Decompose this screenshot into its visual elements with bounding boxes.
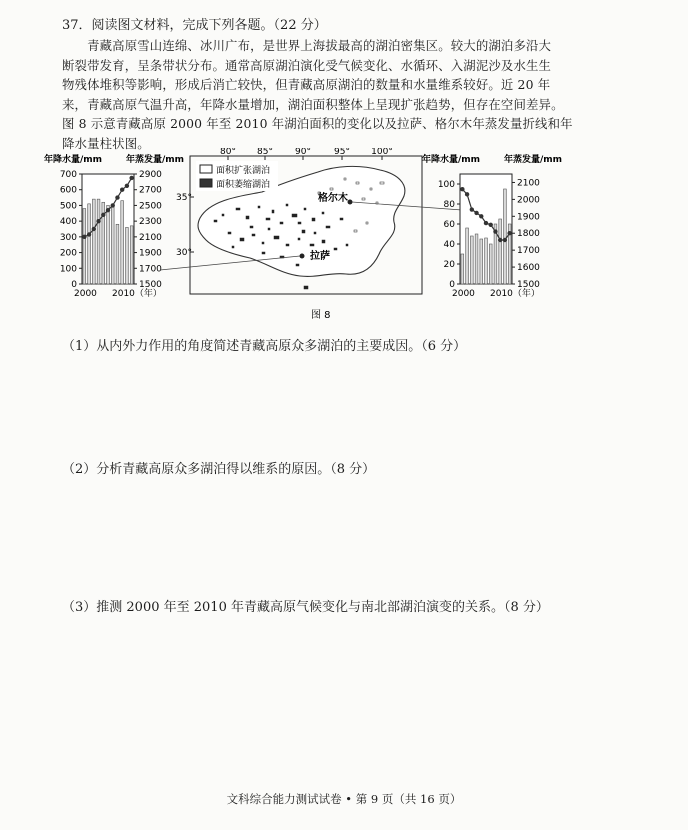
evaporation-point — [82, 235, 86, 239]
evaporation-point — [115, 195, 119, 199]
figure-8 — [0, 148, 688, 328]
precipitation-bar — [470, 236, 473, 284]
paragraph-line: 断裂带发育，呈条带状分布。通常高原湖泊演化受气候变化、水循环、入湖泥沙及水生生 — [62, 57, 552, 73]
page-footer: 文科综合能力测试试卷 • 第 9 页（共 16 页） — [226, 792, 462, 806]
shrinking-lake — [214, 220, 217, 222]
right-tick-label: 1700 — [139, 264, 162, 275]
evaporation-point — [507, 231, 511, 235]
shrinking-lake — [334, 248, 337, 250]
evaporation-point — [111, 203, 115, 207]
right-tick-label: 1900 — [517, 212, 540, 223]
precipitation-bar — [88, 204, 91, 284]
precipitation-bar — [461, 254, 464, 284]
expanding-lake — [330, 188, 333, 190]
lhasa-chart — [44, 153, 184, 299]
shrinking-lake — [312, 218, 315, 221]
shrinking-lake — [262, 242, 264, 244]
sub-question-2: （2）分析青藏高原众多湖泊得以维系的原因。（8 分） — [62, 462, 376, 477]
shrinking-lake — [262, 252, 265, 254]
shrinking-lake — [322, 212, 324, 214]
evaporation-point — [129, 176, 133, 180]
evaporation-point — [87, 232, 91, 236]
shrinking-lake — [252, 234, 255, 236]
evaporation-point — [92, 227, 96, 231]
shrinking-lake — [286, 244, 289, 246]
shrinking-lake — [236, 208, 240, 210]
golmud-chart — [422, 153, 562, 299]
evaporation-point — [479, 214, 483, 218]
left-tick-label: 500 — [59, 201, 77, 212]
evaporation-point — [125, 184, 129, 188]
shrinking-lake — [228, 232, 231, 234]
evaporation-point — [493, 229, 497, 233]
shrinking-lake — [296, 264, 299, 266]
left-tick-label: 80 — [443, 200, 455, 210]
left-tick-label: 20 — [443, 260, 455, 270]
legend-shrink-swatch — [200, 179, 212, 187]
precipitation-bar — [480, 239, 483, 284]
paragraph-line: 物残体堆积等影响，形成后消亡较快，但青藏高原湖泊的数量和水量维系较好。近 20 年 — [62, 77, 551, 93]
golmud-point — [348, 200, 353, 205]
shrinking-lake — [292, 214, 297, 217]
left-tick-label: 0 — [449, 280, 455, 290]
precipitation-bar — [485, 238, 488, 284]
right-tick-label: 1600 — [517, 263, 540, 274]
right-tick-label: 1500 — [517, 280, 540, 290]
sub-question-1: （1）从内外力作用的角度简述青藏高原众多湖泊的主要成因。（6 分） — [62, 339, 467, 354]
shrinking-lake — [258, 206, 260, 208]
shrinking-lake — [222, 214, 224, 216]
expanding-lake — [344, 178, 346, 180]
left-tick-label: 100 — [437, 180, 455, 190]
precipitation-bar — [92, 199, 95, 284]
right-tick-label: 2900 — [139, 170, 162, 180]
right-tick-label: 1900 — [139, 248, 162, 259]
x-label-end: 2010（年） — [490, 289, 540, 299]
lon-label: 80° — [220, 148, 236, 157]
right-axis-label: 年蒸发量/mm — [126, 155, 185, 165]
shrinking-lake — [280, 222, 283, 224]
evaporation-point — [120, 188, 124, 192]
left-tick-label: 40 — [443, 240, 455, 250]
precipitation-bar — [466, 228, 469, 284]
evaporation-point — [470, 207, 474, 211]
right-tick-label: 1500 — [139, 280, 162, 290]
right-tick-label: 1800 — [517, 229, 540, 240]
shrinking-lake — [322, 240, 325, 243]
shrinking-lake — [314, 232, 316, 234]
lhasa-point — [300, 254, 305, 259]
expanding-lake — [370, 188, 372, 190]
expanding-lake — [362, 198, 365, 200]
right-tick-label: 2100 — [139, 232, 162, 243]
left-tick-label: 300 — [59, 232, 77, 243]
expanding-lake — [380, 182, 384, 184]
precipitation-bar — [499, 219, 502, 284]
sub-question-3: （3）推测 2000 年至 2010 年青藏高原气候变化与南北部湖泊演变的关系。（8 分） — [62, 600, 549, 615]
evaporation-point — [489, 223, 493, 227]
evaporation-point — [465, 192, 469, 196]
shrinking-lake — [232, 246, 234, 248]
paragraph-line: 图 8 示意青藏高原 2000 年至 2010 年湖泊面积的变化以及拉萨、格尔木年蒸发量折线和年 — [62, 116, 573, 132]
precipitation-bar — [107, 205, 110, 284]
left-axis-label: 年降水量/mm — [422, 155, 481, 165]
shrinking-lake — [298, 222, 301, 224]
right-tick-label: 1700 — [517, 246, 540, 257]
evaporation-point — [460, 187, 464, 191]
lat-label: 35° — [176, 193, 192, 203]
shrinking-lake — [310, 244, 314, 246]
right-axis-label: 年蒸发量/mm — [504, 155, 563, 165]
paragraph-line: 来，青藏高原气温升高，年降水量增加，湖泊面积整体上呈现扩张趋势，但存在空间差异。 — [62, 96, 564, 112]
evaporation-point — [484, 221, 488, 225]
left-axis-label: 年降水量/mm — [44, 155, 103, 165]
right-tick-label: 2700 — [139, 185, 162, 196]
lon-label: 100° — [371, 148, 393, 157]
shrinking-lake — [266, 218, 270, 220]
shrinking-lake — [304, 286, 308, 289]
precipitation-bar — [126, 227, 129, 284]
evaporation-point — [498, 238, 502, 242]
evaporation-point — [503, 238, 507, 242]
paragraph-line: 降水量柱状图。 — [62, 135, 150, 151]
plateau-map — [160, 148, 462, 294]
precipitation-bar — [111, 207, 114, 284]
shrinking-lake — [346, 244, 348, 246]
shrinking-lake — [274, 236, 279, 239]
left-tick-label: 60 — [443, 220, 455, 230]
shrinking-lake — [302, 230, 305, 233]
precipitation-bar — [475, 234, 478, 284]
precipitation-bar — [83, 209, 86, 284]
shrinking-lake — [250, 226, 253, 228]
shrinking-lake — [286, 204, 288, 206]
x-label-end: 2010（年） — [112, 289, 162, 299]
lon-label: 90° — [295, 148, 311, 157]
evaporation-point — [474, 211, 478, 215]
shrinking-lake — [340, 218, 343, 220]
right-tick-label: 2100 — [517, 178, 540, 189]
right-tick-label: 2300 — [139, 217, 162, 228]
shrinking-lake — [272, 210, 274, 213]
precipitation-bar — [489, 244, 492, 284]
left-tick-label: 0 — [71, 280, 77, 290]
left-tick-label: 100 — [59, 264, 77, 275]
left-tick-label: 700 — [59, 170, 77, 180]
shrinking-lake — [326, 226, 330, 228]
precipitation-bar — [121, 201, 124, 284]
right-tick-label: 2500 — [139, 201, 162, 212]
question-paragraph — [62, 36, 652, 154]
evaporation-point — [96, 219, 100, 223]
shrinking-lake — [240, 238, 244, 241]
legend-expand-label: 面积扩张湖泊 — [216, 166, 271, 176]
shrinking-lake — [246, 216, 249, 219]
lon-label: 85° — [257, 148, 273, 157]
expanding-lake — [354, 230, 357, 232]
precipitation-bar — [504, 189, 507, 284]
left-tick-label: 200 — [59, 248, 77, 259]
legend-expand-swatch — [200, 165, 212, 173]
figure-caption: 图 8 — [311, 310, 331, 321]
evaporation-point — [106, 208, 110, 212]
legend-shrink-label: 面积萎缩湖泊 — [216, 180, 271, 190]
question-title: 37．阅读图文材料，完成下列各题。（22 分） — [62, 18, 327, 33]
shrinking-lake — [304, 208, 306, 210]
evaporation-point — [101, 213, 105, 217]
x-label-start: 2000 — [452, 289, 475, 299]
expanding-lake — [356, 182, 359, 184]
golmud-label: 格尔木 — [318, 193, 348, 204]
shrinking-lake — [268, 228, 270, 230]
lat-label: 30° — [176, 248, 192, 258]
right-tick-label: 2000 — [517, 195, 540, 206]
precipitation-bar — [116, 224, 119, 284]
lon-label: 95° — [334, 148, 350, 157]
expanding-lake — [366, 222, 368, 224]
lhasa-label: 拉萨 — [310, 251, 330, 262]
left-tick-label: 600 — [59, 185, 77, 196]
precipitation-bar — [130, 226, 133, 284]
paragraph-line: 青藏高原雪山连绵、冰川广布，是世界上海拔最高的湖泊密集区。较大的湖泊多沿大 — [62, 38, 552, 53]
x-label-start: 2000 — [74, 289, 97, 299]
precipitation-bar — [97, 199, 100, 284]
left-tick-label: 400 — [59, 217, 77, 228]
shrinking-lake — [298, 238, 300, 240]
